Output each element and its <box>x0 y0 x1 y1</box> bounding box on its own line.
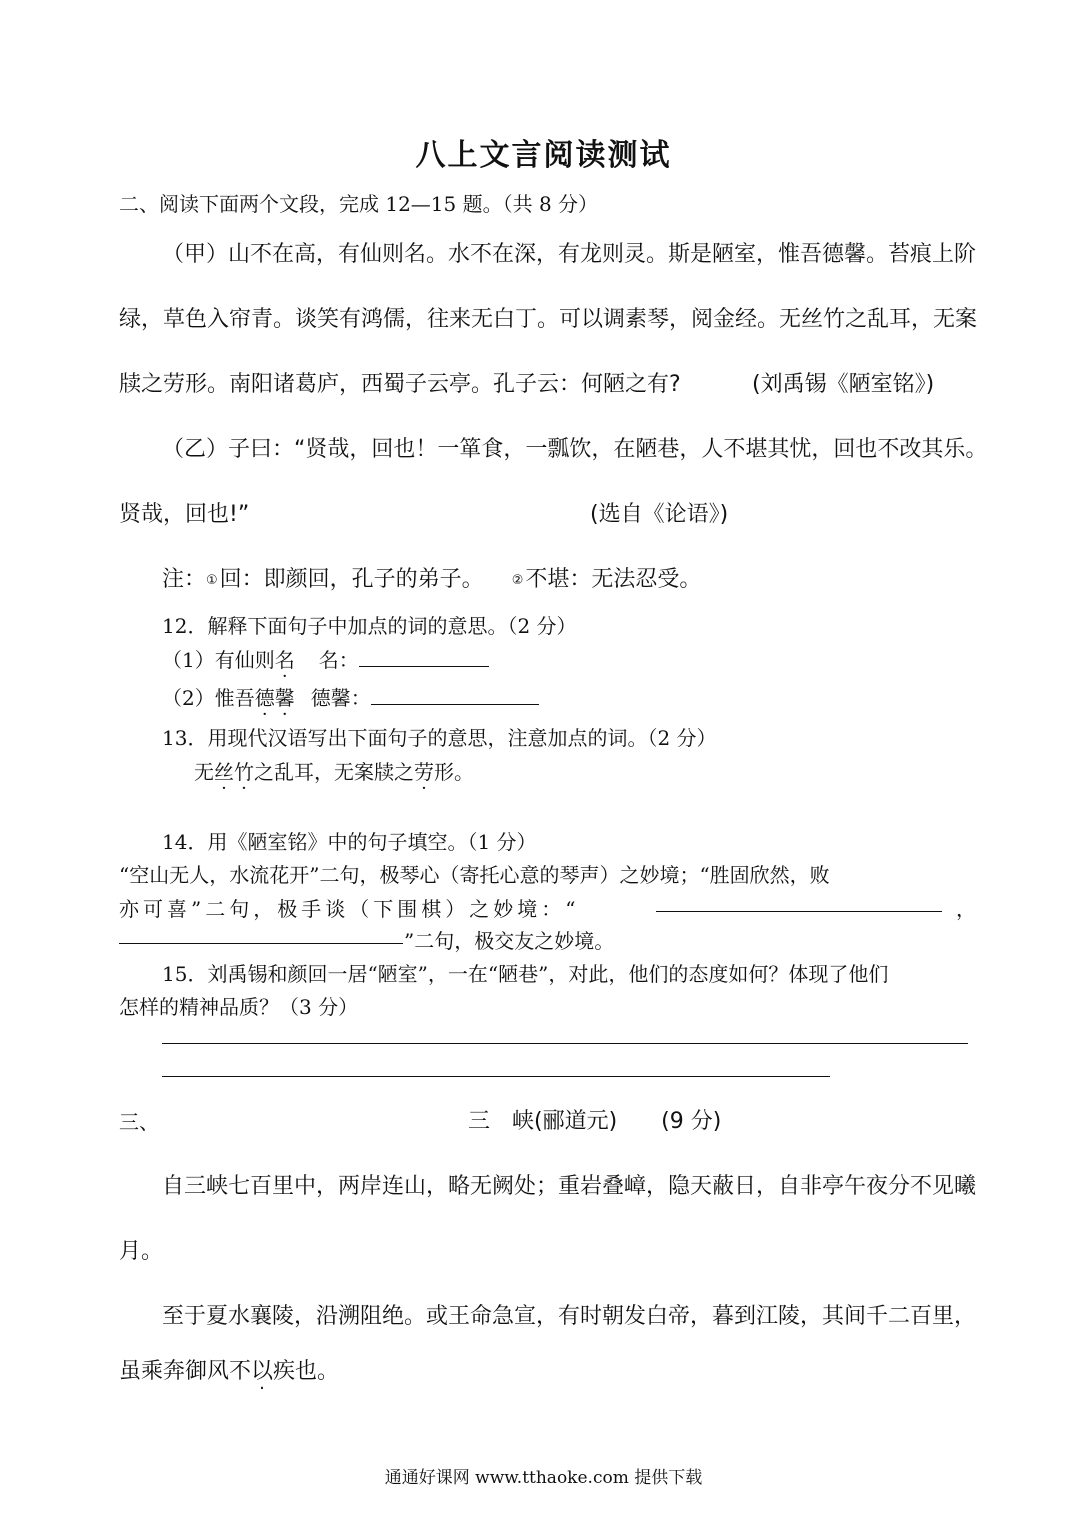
q13-text: 之乱耳，无案牍之 <box>254 760 414 784</box>
sanxia-p2-line2 <box>119 1354 339 1385</box>
sanxia-text: 虽乘奔御风不 <box>119 1359 252 1384</box>
sanxia-p1-line1: 自三峡七百里中，两岸连山，略无阙处；重岩叠嶂，隐天蔽日，自非亭午夜分不见曦 <box>162 1174 977 1199</box>
q12-part2 <box>162 682 539 711</box>
note-mark-2: ② <box>511 573 524 588</box>
sanxia-p2-line1: 至于夏水襄陵，沿溯阻绝。或王命急宣，有时朝发白帝，暮到江陵，其间千二百里， <box>162 1304 977 1329</box>
q12-stem: 12．解释下面句子中加点的词的意思。（2 分） <box>162 614 577 638</box>
q15-line2: 怎样的精神品质？（3 分） <box>119 995 359 1019</box>
jia-source: (刘禹锡《陋室铭》) <box>752 372 935 397</box>
q14-line2: 亦可喜”二句，极手谈（下围棋）之妙境：“ <box>119 897 580 921</box>
section3-heading: 三 峡(郦道元) (9 分) <box>468 1109 722 1134</box>
q12-part1-blank[interactable] <box>359 648 489 667</box>
dotted-char: 名 <box>274 648 295 672</box>
sanxia-text: 疾也。 <box>273 1359 340 1384</box>
q14-comma: ， <box>956 897 976 921</box>
q13-text: 无 <box>194 760 214 784</box>
section2-heading: 二、阅读下面两个文段，完成 12—15 题。（共 8 分） <box>119 192 599 216</box>
note-mark-1: ① <box>206 573 218 588</box>
q14-line1: “空山无人，水流花开”二句，极琴心（寄托心意的琴声）之妙境；“胜固欣然，败 <box>119 863 830 887</box>
note <box>162 562 701 593</box>
q12-part2-label: 德馨： <box>310 686 371 710</box>
q13-sentence <box>194 756 474 785</box>
answer-line-2[interactable] <box>162 1076 830 1077</box>
section3-label: 三、 <box>119 1110 159 1134</box>
q12-part1-label: 名： <box>318 648 359 672</box>
q14-stem: 14．用《陋室铭》中的句子填空。（1 分） <box>162 830 537 854</box>
dotted-char: 劳 <box>414 760 434 784</box>
q13-text: 形。 <box>434 760 474 784</box>
yi-line1: （乙）子曰：“贤哉，回也！一箪食，一瓢饮，在陋巷，人不堪其忧，回也不改其乐。 <box>162 437 988 462</box>
q14-blank-2[interactable] <box>119 925 403 944</box>
sanxia-p1-line2: 月。 <box>119 1239 164 1264</box>
jia-line3: 牍之劳形。南阳诸葛庐，西蜀子云亭。孔子云：何陋之有? <box>119 372 681 397</box>
q12-part2-text: （2）惟吾 <box>162 686 255 710</box>
dotted-char: 以 <box>251 1359 274 1384</box>
jia-line1: （甲）山不在高，有仙则名。水不在深，有龙则灵。斯是陋室，惟吾德馨。苔痕上阶 <box>162 242 977 267</box>
footer: 通通好课网 www.tthaoke.com 提供下载 <box>384 1468 703 1488</box>
dotted-char: 德 <box>254 686 275 710</box>
note-label: 注： <box>162 567 207 592</box>
note-item-2: 不堪：无法忍受。 <box>525 567 702 592</box>
note-item-1: 回：即颜回，孔子的弟子。 <box>219 567 484 592</box>
q12-part1 <box>162 644 489 673</box>
dotted-char: 馨 <box>274 686 295 710</box>
answer-line-1[interactable] <box>162 1043 968 1044</box>
dotted-char: 竹 <box>234 760 254 784</box>
yi-source: (选自《论语》) <box>590 502 729 527</box>
q14-blank-1[interactable] <box>656 893 942 912</box>
q14-line3: ”二句，极交友之妙境。 <box>404 929 615 953</box>
q12-part1-text: （1）有仙则 <box>162 648 275 672</box>
q12-part2-blank[interactable] <box>371 686 539 705</box>
q15-line1: 15．刘禹锡和颜回一居“陋室”，一在“陋巷”，对此，他们的态度如何？体现了他们 <box>162 962 889 986</box>
q13-stem: 13．用现代汉语写出下面句子的意思，注意加点的词。（2 分） <box>162 726 717 750</box>
yi-line2: 贤哉，回也!” <box>119 502 250 527</box>
page-title: 八上文言阅读测试 <box>415 138 672 173</box>
dotted-char: 丝 <box>214 760 234 784</box>
jia-line2: 绿，草色入帘青。谈笑有鸿儒，往来无白丁。可以调素琴，阅金经。无丝竹之乱耳，无案 <box>119 307 978 332</box>
